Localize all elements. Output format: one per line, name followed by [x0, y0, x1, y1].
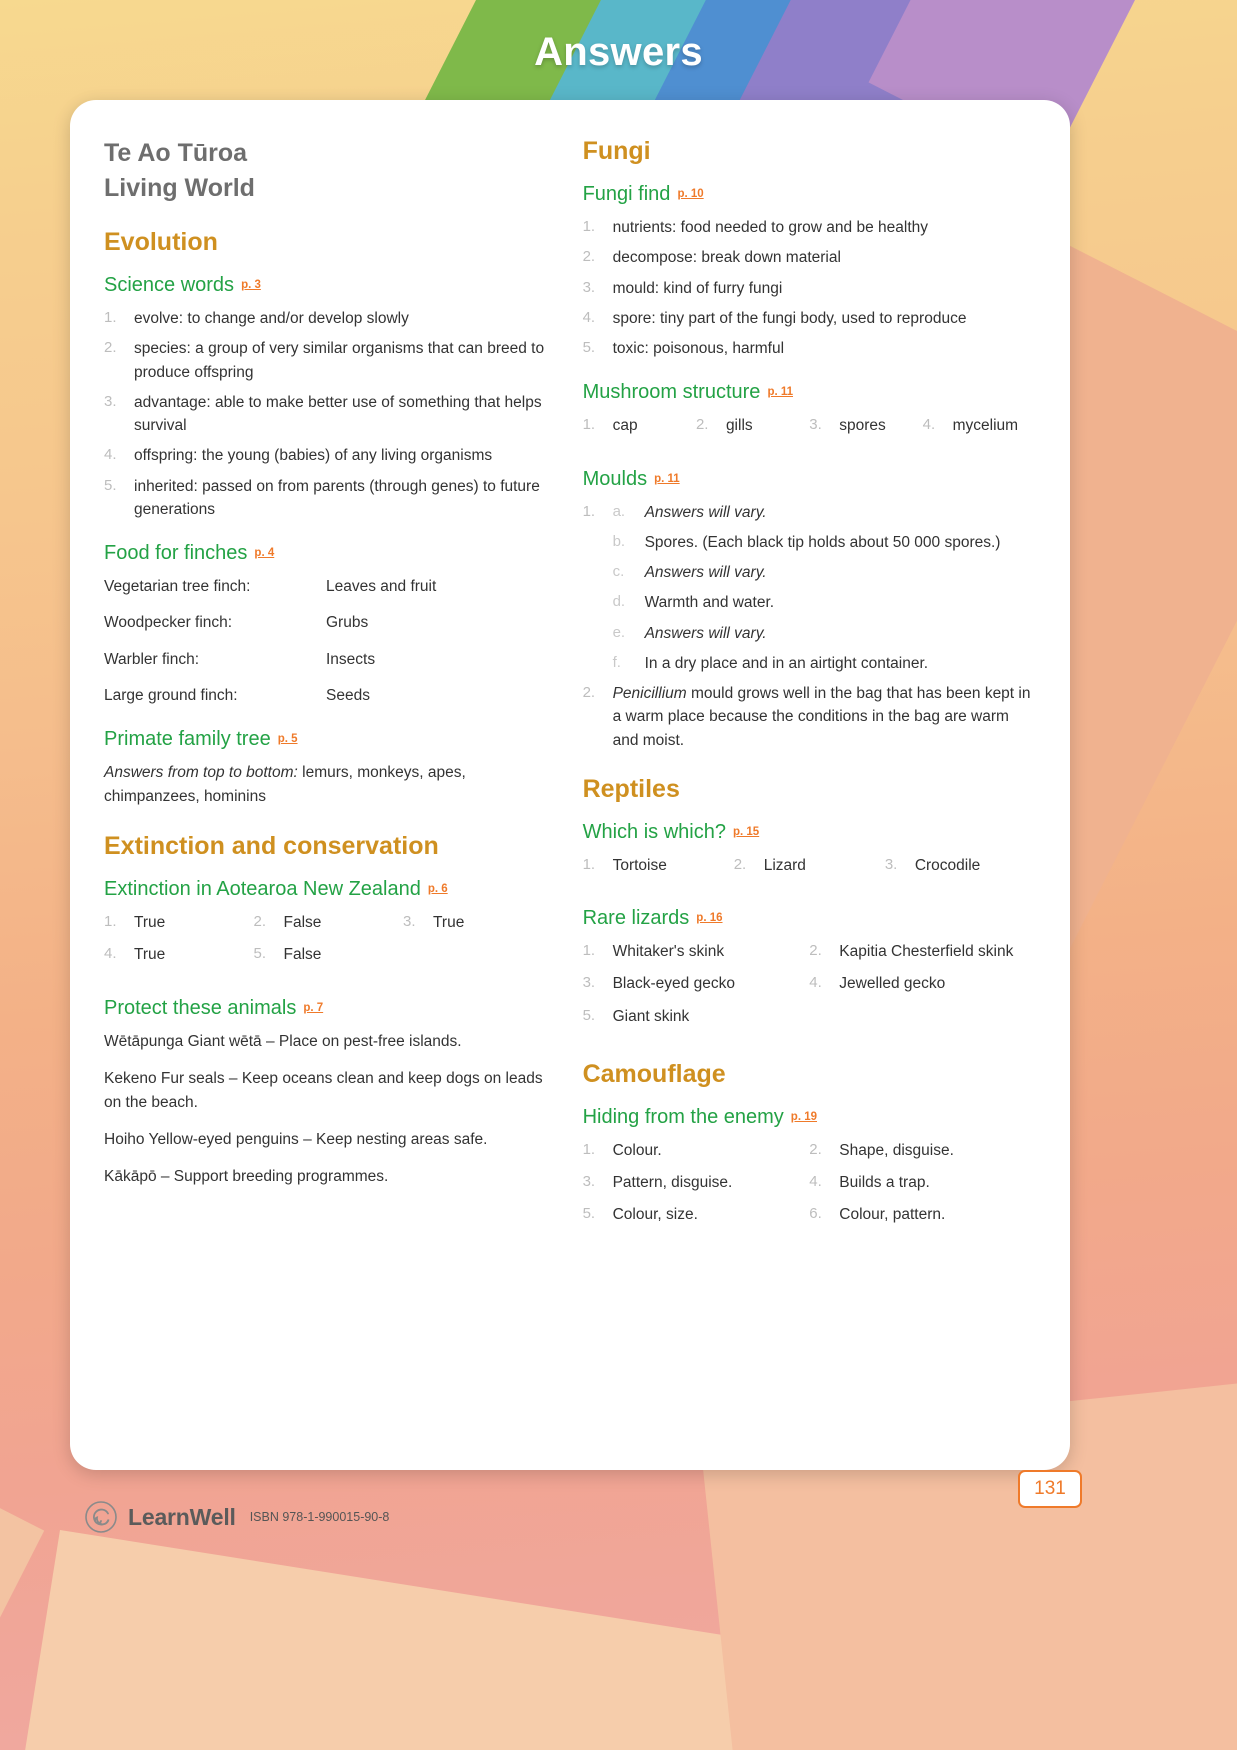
- item-text: Colour.: [612, 1141, 662, 1159]
- item-text: spores: [839, 417, 886, 435]
- section-heading-label: Primate family tree: [104, 728, 271, 750]
- answer-item: [403, 911, 553, 934]
- answer-item: [583, 652, 1036, 675]
- item-text: Colour, size.: [612, 1206, 698, 1224]
- section-heading-protect-these-animals: [104, 996, 553, 1020]
- section-heading-mushroom-structure: [583, 380, 1036, 404]
- answer-item: [583, 414, 696, 437]
- item-number: 3.: [582, 974, 596, 992]
- answer-item: [583, 501, 1036, 524]
- item-text: Jewelled gecko: [839, 975, 946, 993]
- item-text: Warmth and water.: [644, 594, 775, 612]
- italic-lead: Penicillium: [612, 685, 687, 702]
- answer-item: [583, 561, 1036, 584]
- answer-item: [583, 1171, 810, 1194]
- item-number: 3.: [403, 913, 416, 931]
- row-value: Leaves and fruit: [326, 578, 437, 595]
- section-heading-label: Hiding from the enemy: [582, 1105, 784, 1128]
- koru-spiral-icon: [84, 1500, 118, 1534]
- brand-name: LearnWell: [128, 1503, 236, 1530]
- page-reference[interactable]: p. 16: [696, 912, 723, 924]
- item-text: True: [433, 914, 465, 932]
- item-number: 4.: [582, 308, 596, 326]
- row-key: Warbler finch:: [104, 650, 200, 668]
- italic-answer: Answers will vary.: [644, 564, 767, 581]
- answer-item: [254, 943, 404, 966]
- answer-item: [583, 1139, 810, 1162]
- section-heading-label: Rare lizards: [582, 907, 690, 929]
- item-text: Lizard: [763, 856, 806, 874]
- answer-item: [809, 1139, 1036, 1162]
- page-reference[interactable]: p. 10: [677, 188, 704, 200]
- answer-item: [809, 1171, 1036, 1194]
- document-title: [104, 136, 553, 205]
- item-number: 4.: [104, 945, 117, 963]
- item-text: Pattern, disguise.: [612, 1174, 733, 1191]
- answer-item: [583, 337, 1036, 360]
- answer-item: [583, 591, 1036, 614]
- table-row: [104, 648, 553, 671]
- topic-heading-camouflage: Camouflage: [582, 1059, 726, 1088]
- item-text: In a dry place and in an airtight container.: [644, 654, 929, 672]
- answer-item: [583, 1005, 810, 1028]
- item-number: 1.: [582, 855, 596, 873]
- page-reference[interactable]: p. 11: [654, 472, 680, 485]
- item-letter: a.: [612, 502, 626, 520]
- item-text: nutrients: food needed to grow and be healthy: [612, 219, 928, 236]
- item-number: 5.: [253, 945, 267, 963]
- item-letter: c.: [612, 563, 625, 580]
- answer-item: [885, 854, 1036, 877]
- item-letter: f.: [612, 653, 621, 671]
- item-text: spore: tiny part of the fungi body, used to reproduce: [612, 309, 967, 327]
- finch-food-table: [104, 575, 553, 707]
- protect-animal-line: Wētāpunga Giant wētā – Place on pest-free islands.: [104, 1032, 462, 1050]
- item-text: mould: kind of furry fungi: [612, 279, 783, 297]
- item-text: species: a group of very similar organisms that can breed to produce offspring: [134, 340, 545, 381]
- page-reference[interactable]: p. 3: [241, 279, 261, 291]
- brand-logo: [84, 1500, 236, 1534]
- item-text: Kapitia Chesterfield skink: [839, 943, 1014, 960]
- item-number: 1.: [582, 502, 596, 520]
- item-number: 3.: [809, 416, 822, 434]
- item-text: Whitaker's skink: [612, 943, 725, 960]
- item-number: 3.: [104, 392, 117, 410]
- section-heading-label: Which is which?: [582, 820, 726, 843]
- item-number: 2.: [582, 248, 596, 266]
- answer-lead-italic: Answers from top to bottom:: [104, 764, 298, 781]
- item-number: 2.: [809, 1140, 822, 1158]
- section-heading-label: Moulds: [582, 467, 648, 490]
- item-text: [645, 501, 1036, 524]
- item-number: 4.: [922, 416, 936, 434]
- item-text: decompose: break down material: [612, 249, 841, 267]
- item-number: 5.: [582, 1205, 596, 1223]
- item-text: Colour, pattern.: [839, 1206, 946, 1224]
- page-header: [0, 0, 1237, 105]
- document-title-line2: Living World: [104, 173, 255, 202]
- page-reference[interactable]: p. 19: [790, 1110, 818, 1123]
- item-text-rest: mould grows well in the bag that has been kept in a warm place because the conditions in the bag are warm and moist.: [612, 685, 1031, 749]
- row-value: Grubs: [326, 614, 369, 632]
- item-number: 4.: [104, 446, 117, 464]
- item-number: 1.: [582, 942, 596, 959]
- answer-item: [583, 1203, 810, 1226]
- item-letter: d.: [612, 593, 626, 611]
- page-reference[interactable]: p. 6: [427, 883, 448, 896]
- page-number-badge: 131: [1018, 1470, 1082, 1508]
- item-letter: e.: [612, 623, 626, 641]
- table-row: [104, 575, 553, 598]
- answer-item: [104, 943, 254, 966]
- item-number: 1.: [104, 309, 117, 326]
- section-heading-label: Food for finches: [104, 542, 248, 564]
- answer-item: [104, 391, 553, 438]
- page-reference[interactable]: p. 5: [277, 733, 298, 745]
- answer-item: [583, 216, 1036, 239]
- answer-item: [104, 337, 553, 384]
- protect-animal-line: Kekeno Fur seals – Keep oceans clean and keep dogs on leads on the beach.: [104, 1069, 543, 1111]
- answer-item: [583, 854, 734, 877]
- item-number: 6.: [809, 1205, 822, 1223]
- item-number: 3.: [884, 855, 898, 873]
- answer-item: [809, 972, 1036, 995]
- answer-item: [583, 246, 1036, 269]
- item-number: 1.: [582, 1140, 596, 1158]
- section-heading-moulds: [583, 467, 1036, 491]
- item-text: evolve: to change and/or develop slowly: [134, 310, 409, 327]
- section-heading-label: Protect these animals: [104, 996, 297, 1019]
- item-number: 4.: [809, 1173, 822, 1190]
- answers-card: [70, 100, 1070, 1470]
- item-text: [645, 622, 1036, 645]
- section-heading-which-is-which: [583, 820, 1036, 844]
- item-number: 2.: [104, 339, 117, 357]
- page-reference[interactable]: p. 11: [767, 386, 794, 399]
- answer-item: [104, 911, 254, 934]
- row-value: Insects: [326, 650, 376, 668]
- answer-item: [104, 307, 553, 330]
- item-number: 2.: [695, 416, 709, 434]
- section-heading-extinction-in-aotearoa: [104, 877, 553, 901]
- item-number: [583, 652, 613, 675]
- item-text: Tortoise: [612, 856, 667, 874]
- answer-item: [104, 444, 553, 467]
- italic-answer: Answers will vary.: [644, 503, 767, 521]
- item-text: Giant skink: [612, 1007, 690, 1025]
- item-letter: b.: [612, 532, 626, 550]
- item-number: 3.: [582, 1173, 596, 1190]
- answer-text: lemurs, monkeys, apes, chimpanzees, hominins: [104, 764, 466, 806]
- item-text: False: [283, 914, 322, 932]
- item-number: 5.: [582, 339, 596, 356]
- topic-heading-fungi: Fungi: [582, 137, 651, 165]
- item-text: True: [134, 914, 166, 932]
- item-text: Builds a trap.: [839, 1174, 930, 1191]
- answer-grid-mushroom-structure: [583, 414, 1036, 446]
- answer-grid-rare-lizards: [583, 940, 1036, 1037]
- item-number: 1.: [582, 416, 596, 434]
- item-text: advantage: able to make better use of something that helps survival: [134, 393, 542, 434]
- answer-item: [104, 475, 553, 522]
- page-reference[interactable]: p. 7: [303, 1001, 324, 1014]
- isbn-text: ISBN 978-1-990015-90-8: [249, 1510, 390, 1524]
- item-number: 2.: [582, 684, 596, 701]
- topic-heading-reptiles: Reptiles: [582, 774, 680, 803]
- item-number: 1.: [582, 218, 596, 235]
- row-key: Large ground finch:: [104, 686, 238, 704]
- page-title: Answers: [534, 30, 703, 74]
- answer-grid-which-is-which: [583, 854, 1036, 886]
- answer-item: [583, 682, 1036, 752]
- section-heading-science-words: [104, 273, 553, 297]
- row-key: Vegetarian tree finch:: [104, 578, 251, 595]
- section-heading-rare-lizards: [583, 906, 1036, 930]
- answer-list-science-words: [104, 307, 553, 521]
- section-heading-fungi-find: [583, 182, 1036, 206]
- item-text: gills: [725, 417, 753, 435]
- protect-animal-line: Hoiho Yellow-eyed penguins – Keep nesting areas safe.: [104, 1130, 488, 1148]
- answer-list-moulds: [583, 501, 1036, 752]
- item-number: [583, 531, 613, 554]
- table-row: [104, 684, 553, 707]
- answer-item: [734, 854, 885, 877]
- answer-item: [583, 307, 1036, 330]
- answer-item: [583, 972, 810, 995]
- item-number: [583, 561, 613, 584]
- item-number: 3.: [582, 278, 596, 296]
- section-heading-label: Extinction in Aotearoa New Zealand: [104, 878, 421, 901]
- answer-item: [583, 940, 810, 963]
- section-heading-label: Fungi find: [582, 183, 671, 205]
- item-number: 2.: [253, 913, 267, 931]
- answer-item: [809, 940, 1036, 963]
- answer-item: [583, 622, 1036, 645]
- item-number: 1.: [104, 913, 117, 931]
- item-text: mycelium: [952, 417, 1019, 435]
- item-text: True: [134, 946, 166, 964]
- item-number: 5.: [104, 476, 117, 494]
- answer-item: [696, 414, 809, 437]
- row-value: Seeds: [326, 686, 370, 704]
- item-text: Shape, disguise.: [839, 1141, 954, 1159]
- item-text: [613, 682, 1036, 752]
- left-column: [104, 136, 553, 1450]
- answer-grid-hiding-from-the-enemy: [583, 1139, 1036, 1236]
- item-number: [583, 622, 613, 645]
- row-key: Woodpecker finch:: [104, 614, 233, 632]
- item-text: inherited: passed on from parents (through genes) to future generations: [134, 477, 540, 518]
- page-reference[interactable]: p. 15: [732, 825, 760, 838]
- section-heading-primate-family-tree: [104, 727, 553, 751]
- primate-answer-paragraph: [104, 761, 553, 809]
- topic-heading-evolution: Evolution: [104, 228, 218, 256]
- item-number: 2.: [733, 855, 747, 873]
- section-heading-label: Science words: [104, 274, 235, 296]
- answer-grid-extinction: [104, 911, 553, 976]
- answer-item: [583, 531, 1036, 554]
- item-text: False: [283, 946, 322, 964]
- answer-item: [254, 911, 404, 934]
- item-number: [583, 591, 613, 614]
- item-number: 4.: [809, 974, 822, 992]
- answer-item: [809, 1203, 1036, 1226]
- answer-list-fungi-find: [583, 216, 1036, 360]
- item-number: 5.: [582, 1006, 596, 1024]
- item-text: Crocodile: [914, 856, 981, 874]
- italic-answer: Answers will vary.: [644, 624, 767, 642]
- item-text: Black-eyed gecko: [612, 975, 735, 993]
- table-row: [104, 611, 553, 634]
- item-number: 2.: [809, 942, 822, 959]
- item-text: cap: [612, 417, 638, 435]
- section-heading-hiding-from-the-enemy: [583, 1105, 1036, 1129]
- item-text: toxic: poisonous, harmful: [612, 340, 785, 357]
- answer-item: [923, 414, 1036, 437]
- protect-animal-line: Kākāpō – Support breeding programmes.: [104, 1167, 389, 1185]
- section-heading-food-for-finches: [104, 541, 553, 565]
- document-title-line1: Te Ao Tūroa: [104, 139, 248, 167]
- item-text: [645, 561, 1036, 584]
- right-column: [583, 136, 1036, 1450]
- answer-item: [809, 414, 922, 437]
- page-footer: [70, 1478, 1070, 1552]
- item-text: Spores. (Each black tip holds about 50 000 spores.): [644, 533, 1001, 551]
- topic-heading-extinction-and-conservation: Extinction and conservation: [104, 832, 439, 861]
- section-heading-label: Mushroom structure: [582, 381, 761, 404]
- page-reference[interactable]: p. 4: [254, 547, 275, 559]
- answer-item: [583, 277, 1036, 300]
- item-text: offspring: the young (babies) of any living organisms: [134, 447, 493, 465]
